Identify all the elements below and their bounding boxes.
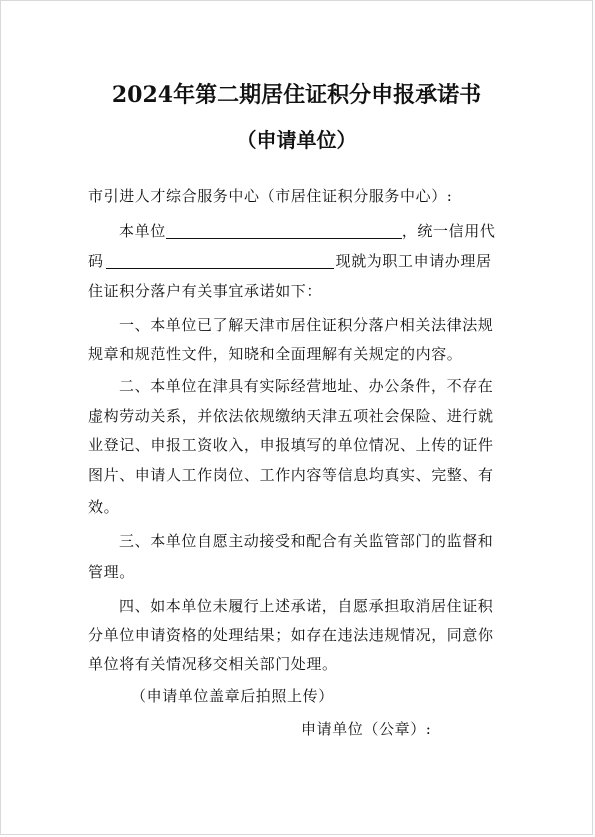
unit-prefix: 本单位	[119, 222, 166, 240]
code-label: 码	[88, 252, 104, 270]
stamp-note: （申请单位盖章后拍照上传）	[131, 687, 334, 705]
unit-intro-line-2	[88, 249, 518, 273]
item-1-line-1: 一、本单位已了解天津市居住证积分落户相关法律法规	[119, 316, 494, 334]
item-2-line-1: 二、本单位在津具有实际经营地址、办公条件，不存在	[119, 377, 494, 395]
unit-credit-code-label: ，统一信用代	[401, 222, 496, 240]
addressee: 市引进人才综合服务中心（市居住证积分服务中心）:	[88, 187, 453, 205]
unit-intro-line-3: 住证积分落户有关事宜承诺如下：	[88, 282, 323, 300]
item-2-line-2: 虚构劳动关系，并依法依规缴纳天津五项社会保险、进行就	[88, 407, 494, 425]
document-title: 2024年第二期居住证积分申报承诺书	[111, 82, 482, 108]
item-4-line-1: 四、如本单位未履行上述承诺，自愿承担取消居住证积	[119, 597, 494, 615]
item-2-line-5: 效。	[88, 498, 120, 516]
item-2-line-3: 业登记、申报工资收入，申报填写的单位情况、上传的证件	[88, 436, 494, 454]
signature-label: 申请单位（公章）:	[301, 720, 432, 738]
document-subtitle: （申请单位）	[236, 128, 357, 152]
credit-code-blank	[106, 250, 334, 269]
unit-intro-line-2-suffix: 现就为职工申请办理居	[335, 252, 492, 270]
item-4-line-3: 单位将有关情况移交相关部门处理。	[88, 655, 338, 673]
item-4-line-2: 分单位申请资格的处理结果；如存在违法违规情况，同意你	[88, 626, 494, 644]
unit-intro-line-1	[119, 219, 549, 243]
item-3-line-2: 管理。	[88, 563, 135, 581]
item-1-line-2: 规章和规范性文件，知晓和全面理解有关规定的内容。	[88, 345, 463, 363]
item-2-line-4: 图片、申请人工作岗位、工作内容等信息均真实、完整、有	[88, 466, 494, 484]
unit-name-blank	[166, 220, 402, 239]
item-3-line-1: 三、本单位自愿主动接受和配合有关监管部门的监督和	[119, 532, 494, 550]
